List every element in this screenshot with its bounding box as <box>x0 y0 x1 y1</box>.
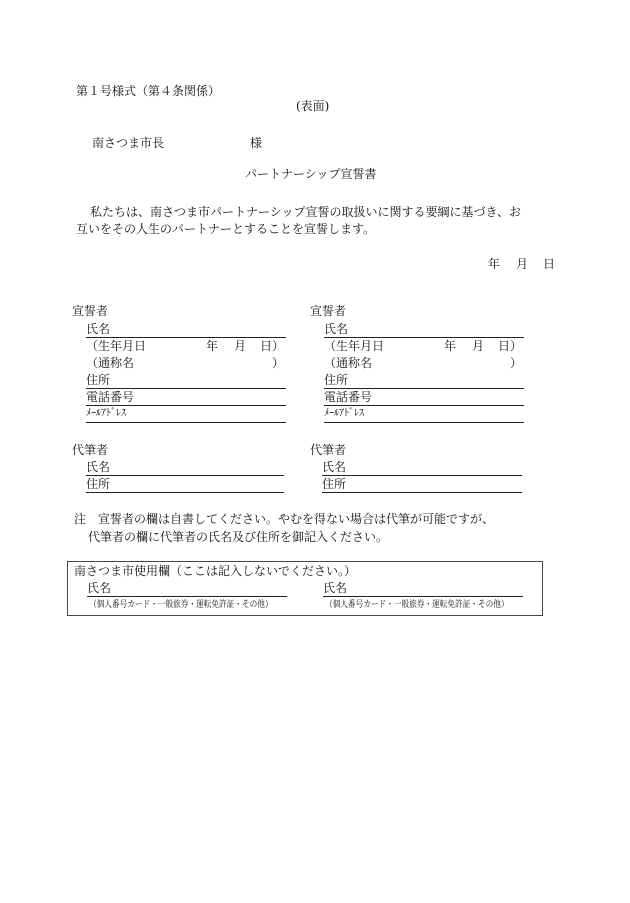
declarant-email-field[interactable] <box>86 422 286 423</box>
declarant-email-label: ﾒｰﾙｱﾄﾞﾚｽ <box>324 408 364 419</box>
declarant-email-label: ﾒｰﾙｱﾄﾞﾚｽ <box>86 408 126 419</box>
declarant-email-field[interactable] <box>324 422 524 423</box>
proxy-name-field[interactable] <box>86 475 284 476</box>
proxy-name-label: 氏名 <box>86 460 111 474</box>
declarant-birth-year: 年 <box>444 339 457 353</box>
declarant-name-field[interactable] <box>86 337 286 338</box>
declarant-address-field[interactable] <box>86 388 286 389</box>
declarant-birth-label: （生年月日 <box>324 339 385 353</box>
declarant-phone-label: 電話番号 <box>86 390 135 404</box>
declarant-phone-field[interactable] <box>86 405 286 406</box>
proxy-heading: 代筆者 <box>310 443 347 457</box>
declarant-birth-month: 月 <box>472 339 485 353</box>
office-use-box <box>67 561 543 616</box>
proxy-address-label: 住所 <box>322 477 347 491</box>
declarant-phone-field[interactable] <box>324 405 524 406</box>
body-line-1: 私たちは、南さつま市パートナーシップ宣誓の取扱いに関する要綱に基づき、お <box>90 205 522 219</box>
addressee-mayor: 南さつま市長 <box>92 136 165 150</box>
office-use-right-name-label: 氏名 <box>323 581 348 595</box>
proxy-address-field[interactable] <box>86 492 284 493</box>
addressee-honorific: 様 <box>250 136 263 150</box>
office-use-left-name-field <box>87 596 287 597</box>
declarant-alias-label: （通称名 <box>86 356 135 370</box>
note-line-2: 代筆者の欄に代筆者の氏名及び住所を御記入ください。 <box>88 530 389 544</box>
note-line-1: 注 宣誓者の欄は自書してください。やむを得ない場合は代筆が可能ですが、 <box>74 512 495 526</box>
office-use-right-id-options: （個人番号カード・一般旅券・運転免許証・その他） <box>325 600 509 610</box>
office-use-left-name-label: 氏名 <box>87 581 112 595</box>
declarant-birth-month: 月 <box>234 339 247 353</box>
declarant-address-label: 住所 <box>86 373 111 387</box>
proxy-address-field[interactable] <box>322 492 522 493</box>
declarant-name-field[interactable] <box>324 337 524 338</box>
office-use-heading: 南さつま市使用欄（ここは記入しないでください。） <box>74 564 357 578</box>
declarant-alias-close: ） <box>272 356 285 370</box>
declarant-name-label: 氏名 <box>324 322 349 336</box>
proxy-name-field[interactable] <box>322 475 522 476</box>
body-line-2: 互いをその人生のパートナーとすることを宣誓します。 <box>76 222 376 236</box>
side-label: (表面) <box>296 99 330 113</box>
proxy-heading: 代筆者 <box>72 443 109 457</box>
declarant-alias-close: ） <box>510 356 523 370</box>
proxy-address-label: 住所 <box>86 477 111 491</box>
date-month-label: 月 <box>516 257 529 271</box>
declarant-birth-day: 日） <box>498 339 523 353</box>
form-number: 第１号様式（第４条関係） <box>76 84 221 98</box>
proxy-name-label: 氏名 <box>322 460 347 474</box>
declarant-name-label: 氏名 <box>86 322 111 336</box>
declarant-address-label: 住所 <box>324 373 349 387</box>
declarant-birth-day: 日） <box>260 339 285 353</box>
declarant-birth-year: 年 <box>206 339 219 353</box>
date-year-label: 年 <box>488 257 501 271</box>
document-title: パートナーシップ宣誓書 <box>245 167 377 181</box>
declarant-heading: 宣誓者 <box>310 304 347 318</box>
declarant-birth-label: （生年月日 <box>86 339 147 353</box>
office-use-right-name-field <box>323 596 523 597</box>
declarant-phone-label: 電話番号 <box>324 390 373 404</box>
date-day-label: 日 <box>543 257 556 271</box>
office-use-left-id-options: （個人番号カード・一般旅券・運転免許証・その他） <box>89 600 273 610</box>
declarant-address-field[interactable] <box>324 388 524 389</box>
declarant-alias-label: （通称名 <box>324 356 373 370</box>
declarant-heading: 宣誓者 <box>72 304 109 318</box>
